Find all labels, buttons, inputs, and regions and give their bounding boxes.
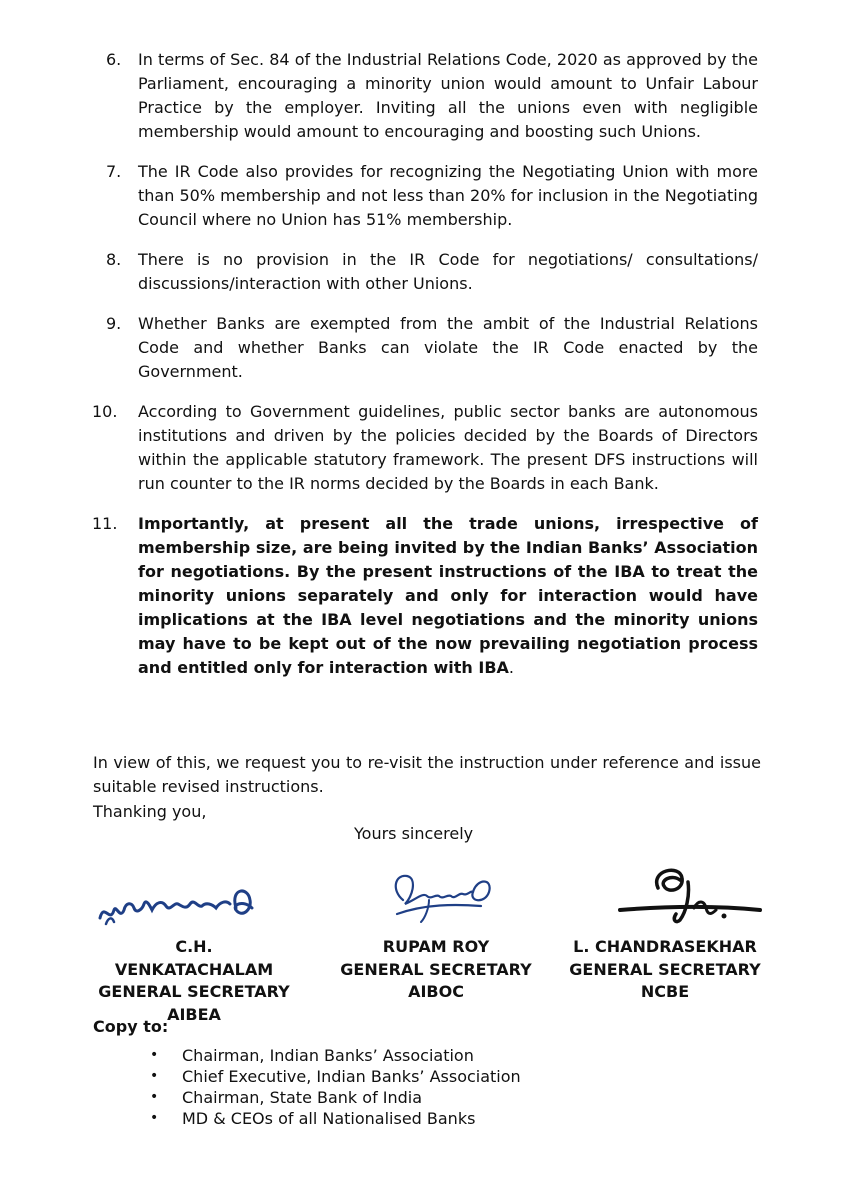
- item-number: 9.: [106, 314, 122, 333]
- list-item: [92, 400, 758, 496]
- points-list: [92, 48, 758, 696]
- signature-rupam-roy: [385, 860, 505, 935]
- list-item: [92, 160, 758, 232]
- item-text: According to Government guidelines, public sector banks are autonomous institutions and driven by the policies decided by the Boards of Directors within the applicable statutory framework. The present DFS instructions will run counter to the IR norms decided by the Boards in each Bank.: [138, 402, 758, 493]
- item-number: 8.: [106, 250, 122, 269]
- signer-block-aibea: [94, 936, 294, 1026]
- valediction: Yours sincerely: [354, 824, 474, 843]
- signer-name: L. CHANDRASEKHAR: [573, 937, 757, 956]
- signer-name: C.H. VENKATACHALAM: [114, 937, 274, 979]
- item-number: 6.: [106, 50, 122, 69]
- signer-title: GENERAL SECRETARY: [569, 959, 761, 979]
- recipient: Chief Executive, Indian Banks’ Association: [182, 1067, 521, 1086]
- copy-to-list: [150, 1045, 521, 1129]
- bullet-icon: •: [150, 1089, 159, 1105]
- signature-venkatachalam: [96, 880, 266, 930]
- list-item: [92, 312, 758, 384]
- signer-block-aiboc: [336, 936, 536, 1004]
- item-text-trailing: .: [508, 658, 515, 677]
- list-item: [92, 248, 758, 296]
- bullet-icon: •: [150, 1110, 159, 1126]
- signature-chandrasekhar: [610, 860, 770, 930]
- item-text-bold: Importantly, at present all the trade unions, irrespective of membership size, are being invited by the Indian Banks’ Association for negotiations. By the present instructions of the IBA to treat the minority unions separately and only for interaction would have implications at the IBA level negotiations and the minority unions may have to be kept out of the now prevailing negotiation process and entitled only for interaction with IBA: [138, 514, 758, 677]
- recipient: Chairman, State Bank of India: [182, 1088, 423, 1107]
- item-text: In terms of Sec. 84 of the Industrial Relations Code, 2020 as approved by the Parliament, encouraging a minority union would amount to Unfair Labour Practice by the employer. Inviting all the unions even with negligible membership would amount to encouraging and boosting such Unions.: [138, 50, 758, 141]
- list-item: [150, 1045, 521, 1066]
- item-text: Whether Banks are exempted from the ambit of the Industrial Relations Code and whether Banks can violate the IR Code enacted by the Government.: [138, 314, 758, 381]
- bullet-icon: •: [150, 1068, 159, 1084]
- recipient: MD & CEOs of all Nationalised Banks: [182, 1109, 476, 1128]
- list-item: [150, 1108, 521, 1129]
- signer-org: AIBEA: [167, 1004, 221, 1024]
- list-item-bold: [92, 512, 758, 680]
- signer-org: NCBE: [640, 982, 690, 1001]
- list-item: [92, 48, 758, 144]
- item-text: The IR Code also provides for recognizing the Negotiating Union with more than 50% membership and not less than 20% for inclusion in the Negotiating Council where no Union has 51% membership.: [138, 162, 758, 229]
- item-text: There is no provision in the IR Code for negotiations/ consultations/ discussions/interaction with other Unions.: [138, 250, 758, 293]
- signer-title: GENERAL SECRETARY: [340, 959, 532, 979]
- thanks-line: Thanking you,: [93, 802, 207, 821]
- list-item: [150, 1066, 521, 1087]
- signer-title: GENERAL SECRETARY: [98, 982, 290, 1001]
- signer-name: RUPAM ROY: [382, 937, 490, 956]
- item-number: 11.: [92, 514, 118, 533]
- copy-to-heading: Copy to:: [93, 1017, 169, 1036]
- signer-org: AIBOC: [408, 982, 464, 1001]
- list-item: [150, 1087, 521, 1108]
- closing-paragraph: In view of this, we request you to re-visit the instruction under reference and issue suitable revised instructions.: [93, 753, 761, 796]
- item-number: 7.: [106, 162, 122, 181]
- bullet-icon: •: [150, 1047, 159, 1063]
- recipient: Chairman, Indian Banks’ Association: [182, 1046, 474, 1065]
- item-text-container: [138, 512, 758, 680]
- item-number: 10.: [92, 402, 118, 421]
- signer-block-ncbe: [565, 936, 765, 1004]
